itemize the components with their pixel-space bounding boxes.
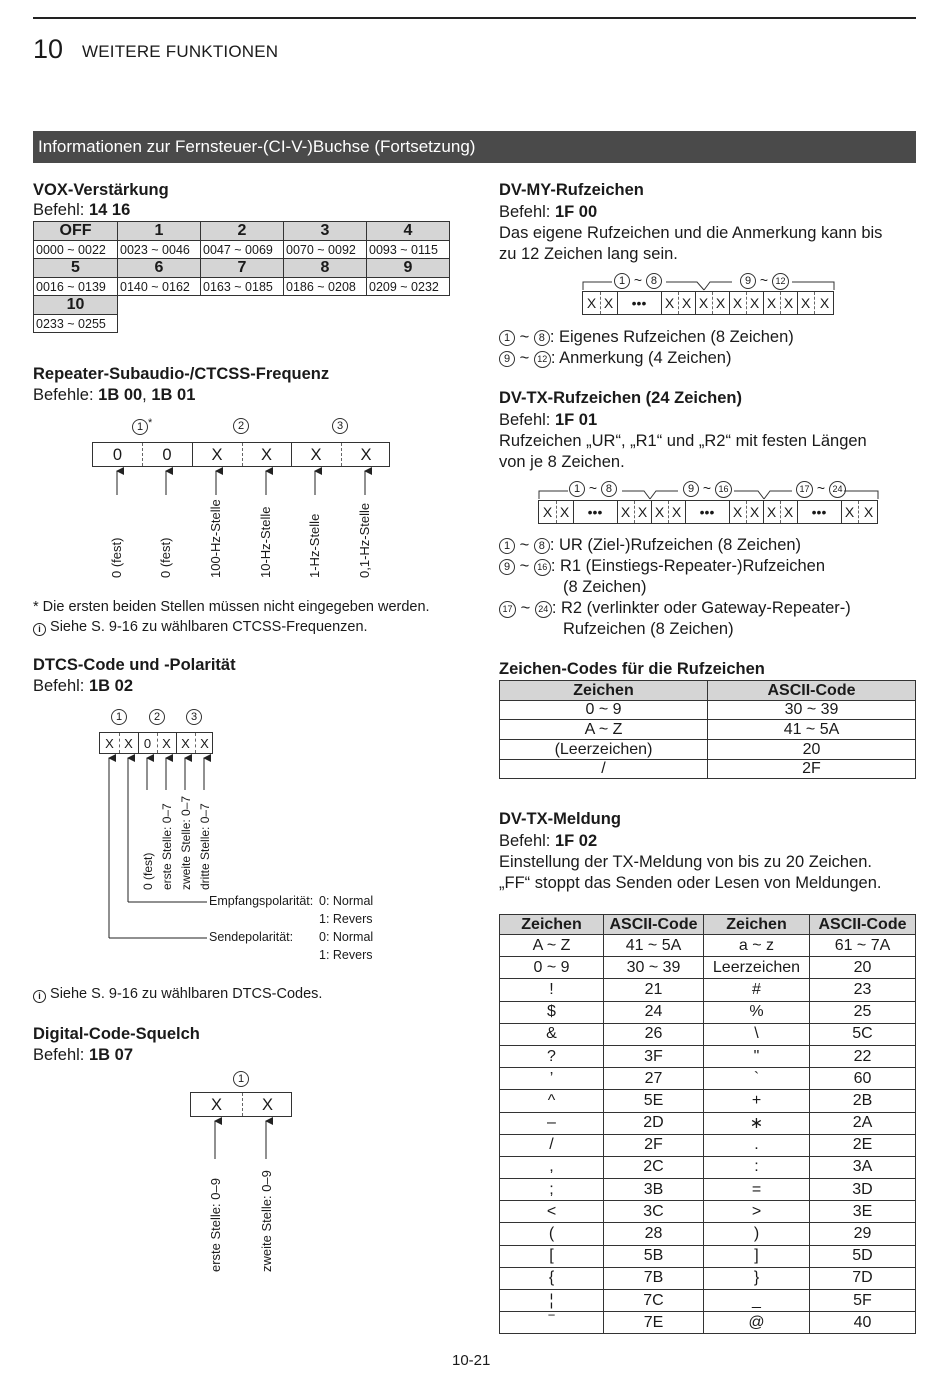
table-cell: } [704, 1267, 810, 1289]
table-cell: 2C [604, 1156, 704, 1178]
dvtx-cell: X [766, 504, 777, 520]
table-row [500, 1023, 916, 1045]
ctcss-note-1: * Die ersten beiden Stellen müssen nicht eingegeben werden. [33, 599, 430, 615]
table-cell: 3E [810, 1201, 916, 1223]
table-cell: 7E [604, 1312, 704, 1334]
table-row [34, 296, 450, 315]
table-cell: / [500, 1134, 604, 1156]
dvtx-cell: X [637, 504, 648, 520]
dvtx-range-3: 17 ~ 24 [796, 480, 846, 498]
dvmy-range-1: 1 ~ 8 [614, 272, 662, 289]
dtcs-cell: X [200, 736, 209, 751]
table-cell: ’ [500, 1068, 604, 1090]
table-cell: 0 ~ 9 [500, 957, 604, 979]
table-cell: $ [500, 1001, 604, 1023]
dcs-digit-box [190, 1092, 292, 1117]
vox-value: 0093 ~ 0115 [367, 241, 450, 259]
dvmy-char-box [582, 291, 834, 315]
table-row [34, 259, 450, 278]
dvtx-cell: X [542, 504, 553, 520]
table-cell: 25 [810, 1001, 916, 1023]
dtcs-title: DTCS-Code und -Polarität [33, 656, 236, 674]
dtcs-note: i Siehe S. 9-16 zu wählbaren DTCS-Codes. [33, 986, 322, 1003]
table-row [500, 1290, 916, 1312]
dtcs-rx-label: Empfangspolarität: [209, 894, 314, 908]
vox-value: 0163 ~ 0185 [201, 278, 284, 296]
dvtx-cell: ••• [587, 504, 603, 520]
dtcs-rx-0: 0: Normal [319, 894, 374, 908]
table-cell: 3B [604, 1179, 704, 1201]
dvtx-command: Befehl: 1F 01 [499, 411, 598, 429]
chapter-number: 10 [33, 34, 64, 64]
vox-value: 0016 ~ 0139 [34, 278, 118, 296]
dvtx-legend-3: 17 ~ 24 : R2 (verlinkter oder Gateway-Repeater-) [499, 598, 851, 619]
vox-head: OFF [34, 222, 118, 241]
table-row: A ~ Z 41 ~ 5A [500, 720, 916, 740]
table-row [34, 278, 450, 296]
table-cell: 2F [604, 1134, 704, 1156]
dcs-arrows [190, 1117, 292, 1161]
dvmy-title: DV-MY-Rufzeichen [499, 181, 644, 199]
table-cell: 23 [810, 979, 916, 1001]
ctcss-label: 0 (fest) [158, 537, 173, 578]
vox-head: 5 [34, 259, 118, 278]
section-banner: Informationen zur Fernsteuer-(CI-V-)Buchse (Fortsetzung) [33, 131, 916, 163]
table-row: 0 ~ 9 30 ~ 39 [500, 701, 916, 720]
ctcss-label: 1-Hz-Stelle [307, 513, 322, 578]
table-cell: , [500, 1156, 604, 1178]
ctcss-marker-2: 2 [233, 417, 249, 435]
table-row [500, 957, 916, 979]
table-cell: 26 [604, 1023, 704, 1045]
table-cell: 20 [810, 957, 916, 979]
vox-value: 0140 ~ 0162 [118, 278, 201, 296]
dvtx-cell: X [844, 504, 855, 520]
ctcss-label: 0 (fest) [109, 537, 124, 578]
table-row [500, 1267, 916, 1289]
dvtx-cell: X [783, 504, 794, 520]
dtcs-label: 0 (fest) [141, 852, 155, 890]
vox-value: 0000 ~ 0022 [34, 241, 118, 259]
dvtx-cell: ••• [699, 504, 715, 520]
codes-table [499, 680, 916, 779]
table-cell: 3C [604, 1201, 704, 1223]
table-cell: 5D [810, 1245, 916, 1267]
table-cell: 3D [810, 1179, 916, 1201]
table-row [500, 1156, 916, 1178]
dcs-cell: X [210, 1096, 222, 1114]
dvmsg-command: Befehl: 1F 02 [499, 832, 598, 850]
dvtx-range-2: 9 ~ 16 [683, 480, 732, 498]
vox-head: 10 [34, 296, 118, 315]
table-cell: & [500, 1023, 604, 1045]
table-cell: ; [500, 1179, 604, 1201]
table-row [500, 1134, 916, 1156]
dvtx-cell: X [654, 504, 665, 520]
table-cell: ` [704, 1068, 810, 1090]
info-icon: i [33, 623, 46, 636]
table-cell: { [500, 1267, 604, 1289]
dtcs-label: zweite Stelle: 0–7 [179, 795, 193, 890]
dvtx-legend-2: 9 ~ 16 : R1 (Einstiegs-Repeater-)Rufzeichen [499, 556, 825, 577]
table-row: Zeichen ASCII-Code [500, 681, 916, 701]
dvtx-range-1: 1 ~ 8 [569, 480, 617, 497]
ctcss-title: Repeater-Subaudio-/CTCSS-Frequenz [33, 365, 330, 383]
table-cell: 5E [604, 1090, 704, 1112]
ctcss-cell: 0 [162, 446, 172, 464]
dvmy-cell: X [749, 295, 760, 311]
table-cell: 5C [810, 1023, 916, 1045]
table-row [500, 1068, 916, 1090]
table-cell: " [704, 1045, 810, 1067]
dcs-cell: X [261, 1096, 273, 1114]
dvmy-cell: ••• [631, 295, 647, 311]
dtcs-cell: X [162, 736, 171, 751]
table-cell: ( [500, 1223, 604, 1245]
dvmy-cell: X [766, 295, 777, 311]
dvmy-range-2: 9 ~ 12 [740, 272, 789, 290]
table-cell: ! [500, 979, 604, 1001]
table-row [500, 1201, 916, 1223]
vox-head: 4 [367, 222, 450, 241]
table-cell: ) [704, 1223, 810, 1245]
table-row [500, 1090, 916, 1112]
dtcs-tx-label: Sendepolarität: [209, 930, 294, 944]
table-cell: : [704, 1156, 810, 1178]
table-cell: 61 ~ 7A [810, 935, 916, 957]
table-cell: [ [500, 1245, 604, 1267]
table-cell: 7D [810, 1267, 916, 1289]
table-cell: Leerzeichen [704, 957, 810, 979]
dvtx-cell: X [620, 504, 631, 520]
dvmsg-desc-2: „FF“ stoppt das Senden oder Lesen von Meldungen. [499, 874, 882, 892]
vox-value: 0233 ~ 0255 [34, 315, 118, 333]
table-cell: 24 [604, 1001, 704, 1023]
dvmy-desc-1: Das eigene Rufzeichen und die Anmerkung kann bis [499, 224, 883, 242]
vox-command: Befehl: 14 16 [33, 201, 131, 219]
dtcs-label: dritte Stelle: 0–7 [198, 803, 212, 890]
dvmy-cell: X [664, 295, 675, 311]
dvtx-cell: X [863, 504, 874, 520]
vox-value: 0186 ~ 0208 [284, 278, 367, 296]
ctcss-command: Befehle: 1B 00, 1B 01 [33, 386, 196, 404]
table-cell: 5B [604, 1245, 704, 1267]
dcs-label: erste Stelle: 0–9 [208, 1178, 223, 1272]
table-cell: ^ [500, 1090, 604, 1112]
table-cell: 2E [810, 1134, 916, 1156]
dtcs-tx-1: 1: Revers [319, 948, 373, 962]
table-cell: 60 [810, 1068, 916, 1090]
table-cell: = [704, 1179, 810, 1201]
dvtx-desc-2: von je 8 Zeichen. [499, 453, 625, 471]
dvtx-desc-1: Rufzeichen „UR“, „R1“ und „R2“ mit festen Längen [499, 432, 867, 450]
table-row [500, 1245, 916, 1267]
dvmy-command: Befehl: 1F 00 [499, 203, 598, 221]
table-cell: \ [704, 1023, 810, 1045]
dvmsg-title: DV-TX-Meldung [499, 810, 621, 828]
table-cell: < [500, 1201, 604, 1223]
dcs-marker: 1 [233, 1070, 249, 1088]
ctcss-cell: 0 [112, 446, 123, 464]
table-cell: a ~ z [704, 935, 810, 957]
table-cell: # [704, 979, 810, 1001]
table-cell: ∗ [704, 1112, 810, 1134]
table-cell: 29 [810, 1223, 916, 1245]
dtcs-cell: X [124, 736, 133, 751]
table-row [500, 935, 916, 957]
vox-head: 6 [118, 259, 201, 278]
table-row: / 2F [500, 760, 916, 779]
dcs-label: zweite Stelle: 0–9 [259, 1170, 274, 1272]
table-cell: – [500, 1112, 604, 1134]
chapter-title: WEITERE FUNKTIONEN [82, 42, 279, 61]
table-cell: 2B [810, 1090, 916, 1112]
dtcs-cell: X [105, 736, 114, 751]
table-cell: 28 [604, 1223, 704, 1245]
table-cell: @ [704, 1312, 810, 1334]
dvmy-cell: X [698, 295, 709, 311]
table-cell: 21 [604, 979, 704, 1001]
table-row [500, 1312, 916, 1334]
dvtx-cell: X [559, 504, 570, 520]
table-cell: 2A [810, 1112, 916, 1134]
table-cell: ‾ [500, 1312, 604, 1334]
dvmy-desc-2: zu 12 Zeichen lang sein. [499, 245, 678, 263]
ctcss-marker-3: 3 [332, 417, 348, 435]
dvtx-cell: ••• [811, 504, 827, 520]
dtcs-cell: 0 [143, 736, 152, 751]
table-row [500, 1045, 916, 1067]
table-cell: . [704, 1134, 810, 1156]
dvmy-cell: X [586, 295, 597, 311]
vox-head: 9 [367, 259, 450, 278]
table-row [500, 979, 916, 1001]
ctcss-cell: X [211, 446, 223, 464]
dtcs-marker-2: 2 [149, 708, 165, 726]
codes-title: Zeichen-Codes für die Rufzeichen [499, 660, 765, 678]
table-cell: 7C [604, 1290, 704, 1312]
dvtx-char-box [538, 500, 878, 524]
table-cell: ¦ [500, 1290, 604, 1312]
table-cell: ] [704, 1245, 810, 1267]
dtcs-rx-1: 1: Revers [319, 912, 373, 926]
dvtx-cell: X [749, 504, 760, 520]
page-number: 10-21 [452, 1352, 491, 1369]
table-row [34, 241, 450, 259]
dcs-title: Digital-Code-Squelch [33, 1025, 200, 1043]
table-row [34, 222, 450, 241]
ctcss-digit-box [92, 442, 390, 467]
ctcss-cell: X [360, 446, 372, 464]
dvmy-cell: X [819, 295, 830, 311]
table-cell: 30 ~ 39 [604, 957, 704, 979]
table-row [500, 1179, 916, 1201]
ctcss-label: 10-Hz-Stelle [258, 506, 273, 578]
ctcss-cell: X [260, 446, 272, 464]
dvmy-legend-1: 1 ~ 8 : Eigenes Rufzeichen (8 Zeichen) [499, 327, 794, 348]
vox-value: 0047 ~ 0069 [201, 241, 284, 259]
ctcss-label: 100-Hz-Stelle [208, 499, 223, 578]
vox-table [33, 221, 450, 333]
vox-value: 0209 ~ 0232 [367, 278, 450, 296]
ctcss-arrows [92, 467, 392, 497]
dvmsg-body [500, 935, 916, 1334]
table-cell: % [704, 1001, 810, 1023]
table-cell: _ [704, 1290, 810, 1312]
ctcss-note-2: i Siehe S. 9-16 zu wählbaren CTCSS-Frequenzen. [33, 619, 368, 636]
dvtx-cell: X [732, 504, 743, 520]
dtcs-digit-box [99, 732, 213, 754]
ctcss-cell: X [310, 446, 322, 464]
dvtx-cell: X [671, 504, 682, 520]
dtcs-command: Befehl: 1B 02 [33, 677, 133, 695]
dvmsg-table [499, 914, 916, 1334]
table-row [500, 1112, 916, 1134]
table-row [500, 1001, 916, 1023]
dvmy-cell: X [715, 295, 726, 311]
dvmy-cell: X [732, 295, 743, 311]
table-cell: 3F [604, 1045, 704, 1067]
table-cell: + [704, 1090, 810, 1112]
dvmy-cell: X [800, 295, 811, 311]
table-row: (Leerzeichen) 20 [500, 740, 916, 760]
vox-head: 8 [284, 259, 367, 278]
vox-head: 7 [201, 259, 284, 278]
vox-head: 2 [201, 222, 284, 241]
dvmy-cell: X [681, 295, 692, 311]
dtcs-label: erste Stelle: 0–7 [160, 803, 174, 890]
table-cell: 40 [810, 1312, 916, 1334]
table-cell: 22 [810, 1045, 916, 1067]
dvmy-legend-2: 9 ~ 12 : Anmerkung (4 Zeichen) [499, 348, 731, 369]
table-row [500, 1223, 916, 1245]
table-cell: 3A [810, 1156, 916, 1178]
table-cell: 5F [810, 1290, 916, 1312]
dtcs-marker-3: 3 [186, 708, 202, 726]
ctcss-label: 0,1-Hz-Stelle [357, 502, 372, 578]
dtcs-cell: X [181, 736, 190, 751]
dvtx-legend-1: 1 ~ 8 : UR (Ziel-)Rufzeichen (8 Zeichen) [499, 535, 801, 556]
dtcs-tx-0: 0: Normal [319, 930, 374, 944]
table-cell: 7B [604, 1267, 704, 1289]
table-row: Zeichen ASCII-Code Zeichen ASCII-Code [500, 915, 916, 935]
table-cell: 41 ~ 5A [604, 935, 704, 957]
vox-value: 0023 ~ 0046 [118, 241, 201, 259]
dvmsg-desc-1: Einstellung der TX-Meldung von bis zu 20 Zeichen. [499, 853, 872, 871]
table-cell: ? [500, 1045, 604, 1067]
vox-head: 1 [118, 222, 201, 241]
ctcss-marker-1: 1 * [132, 417, 152, 436]
ctcss-arrow-lines [116, 497, 376, 517]
dvmy-cell: X [603, 295, 614, 311]
top-rule [33, 17, 916, 19]
dvtx-legend-3-cont: Rufzeichen (8 Zeichen) [563, 620, 734, 638]
vox-value: 0070 ~ 0092 [284, 241, 367, 259]
dcs-command: Befehl: 1B 07 [33, 1046, 133, 1064]
table-cell: 27 [604, 1068, 704, 1090]
dvtx-legend-2-cont: (8 Zeichen) [563, 578, 647, 596]
table-row [34, 315, 450, 333]
vox-head: 3 [284, 222, 367, 241]
vox-title: VOX-Verstärkung [33, 181, 169, 199]
table-cell: A ~ Z [500, 935, 604, 957]
info-icon: i [33, 990, 46, 1003]
dtcs-marker-1: 1 [111, 708, 127, 726]
dvmy-cell: X [783, 295, 794, 311]
table-cell: 2D [604, 1112, 704, 1134]
table-cell: > [704, 1201, 810, 1223]
dvtx-title: DV-TX-Rufzeichen (24 Zeichen) [499, 389, 742, 407]
